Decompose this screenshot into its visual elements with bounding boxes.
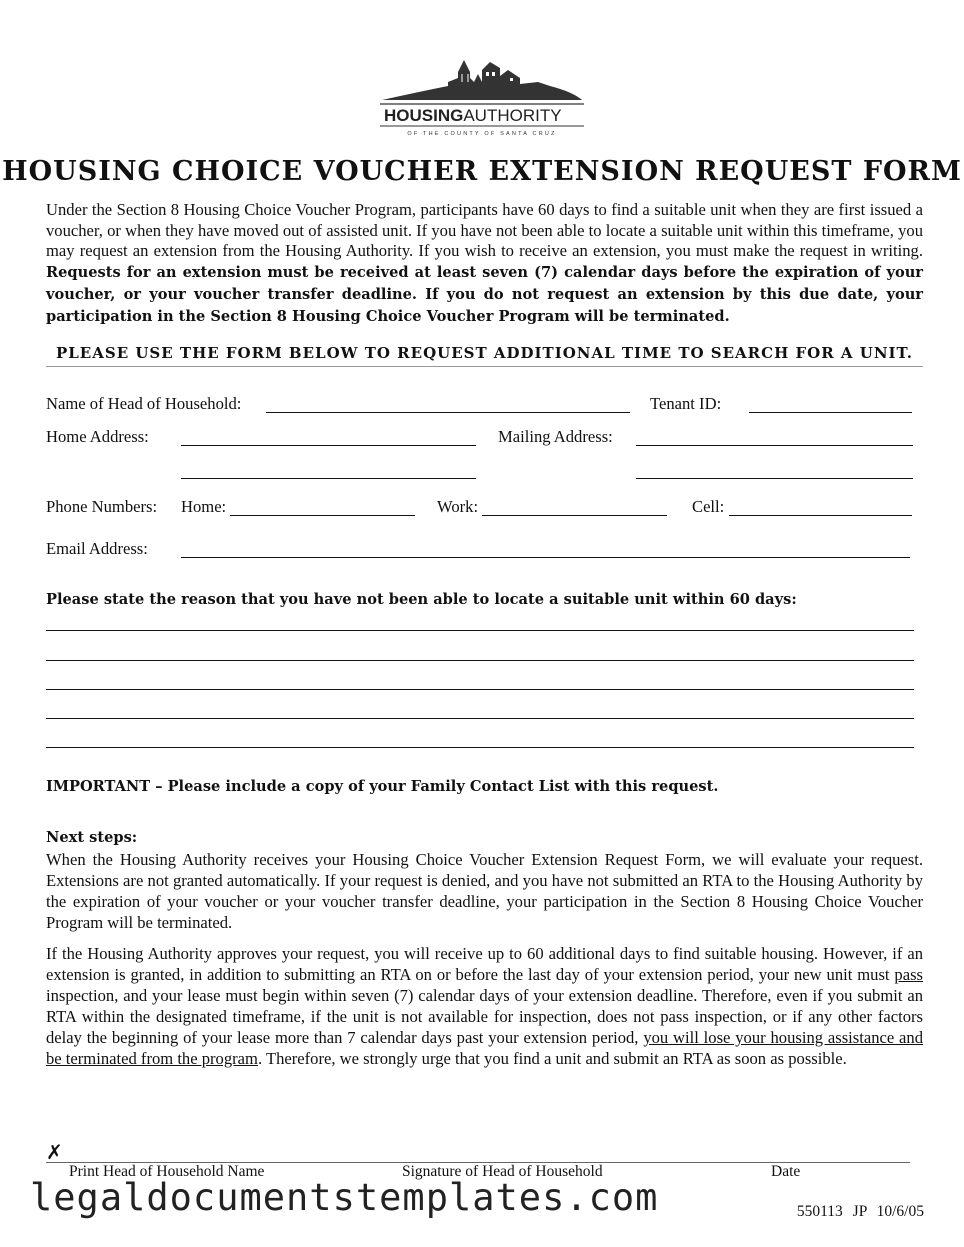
pass-emphasis: pass: [894, 965, 923, 984]
cell-phone-label: Cell:: [692, 497, 725, 516]
reason-line-2[interactable]: [46, 660, 914, 661]
phone-numbers-label: Phone Numbers:: [46, 497, 158, 516]
email-label: Email Address:: [46, 539, 148, 558]
logo-name: HOUSINGAUTHORITY: [384, 106, 562, 125]
reason-line-3[interactable]: [46, 689, 914, 690]
important-notice: IMPORTANT – Please include a copy of your Family Contact List with this request.: [46, 778, 719, 795]
mailing-address-label: Mailing Address:: [498, 427, 613, 446]
home-address-field-1[interactable]: [181, 445, 476, 446]
reason-line-5[interactable]: [46, 747, 914, 748]
home-phone-field[interactable]: [230, 515, 415, 516]
reason-line-4[interactable]: [46, 718, 914, 719]
cell-phone-field[interactable]: [729, 515, 912, 516]
tenant-id-field[interactable]: [749, 412, 912, 413]
work-phone-label: Work:: [437, 497, 479, 516]
intro-deadline-notice: Requests for an extension must be received at least seven (7) calendar days before the expiration of your voucher, or your voucher transfer deadline. If you do not request an extension by this due date, your participation in the Section 8 Housing Choice Voucher Program will be terminated.: [46, 264, 923, 325]
section-divider: [46, 366, 923, 367]
sign-here-mark: ✗: [46, 1140, 63, 1164]
form-title: HOUSING CHOICE VOUCHER EXTENSION REQUEST FORM: [2, 156, 962, 187]
mailing-address-field-1[interactable]: [636, 445, 913, 446]
next-steps-paragraph-1: When the Housing Authority receives your Housing Choice Voucher Extension Request Form, we will evaluate your request. Extensions are not granted automatically. If your request is denied, and you have not submitted an RTA to the Housing Authority by the expiration of your voucher or your voucher transfer deadline, your participation in the Section 8 Housing Choice Voucher Program will be terminated.: [46, 850, 923, 932]
reason-line-1[interactable]: [46, 630, 914, 631]
head-name-label: Name of Head of Household:: [46, 394, 242, 413]
work-phone-field[interactable]: [482, 515, 667, 516]
home-phone-label: Home:: [181, 497, 227, 516]
form-instruction: PLEASE USE THE FORM BELOW TO REQUEST ADDITIONAL TIME TO SEARCH FOR A UNIT.: [55, 344, 914, 362]
intro-text: Under the Section 8 Housing Choice Voucher Program, participants have 60 days to find a suitable unit when they are first issued a voucher, or when they have moved out of assisted unit. If you have not been able to locate a suitable unit within this timeframe, you may request an extension from the Housing Authority. If you wish to receive an extension, you must make the request in writing.: [46, 200, 923, 261]
svg-text:OF THE COUNTY OF SANTA CRUZ: OF THE COUNTY OF SANTA CRUZ: [407, 131, 557, 137]
intro-paragraph: [46, 200, 923, 327]
housing-authority-logo: [378, 52, 586, 138]
next-steps-heading: Next steps:: [46, 829, 138, 846]
print-name-label: Print Head of Household Name: [69, 1163, 265, 1180]
watermark-text: legaldocumentstemplates.com: [30, 1176, 659, 1219]
next-steps-paragraph-2: If the Housing Authority approves your request, you will receive up to 60 additional days to find suitable housing. However, if an extension is granted, in addition to submitting an RTA on or before the last day of your extension period, your new unit must pass inspection, and your lease must begin within seven (7) calendar days of your extension deadline. Therefore, even if you submit an RTA within the designated timeframe, if the unit is not available for inspection, does not pass inspection, or if any other factors delay the beginning of your lease more than 7 calendar days past your extension period, you will lose your housing assistance and be terminated from the program. Therefore, we strongly urge that you find a unit and submit an RTA as soon as possible.: [46, 944, 924, 1068]
signature-label: Signature of Head of Household: [402, 1163, 603, 1180]
mailing-address-field-2[interactable]: [636, 478, 913, 479]
email-field[interactable]: [181, 557, 910, 558]
tenant-id-label: Tenant ID:: [650, 394, 722, 413]
home-address-label: Home Address:: [46, 427, 149, 446]
date-label: Date: [771, 1163, 801, 1180]
head-name-field[interactable]: [266, 412, 630, 413]
termination-warning: you will lose your housing assistance and be terminated from the program: [46, 1028, 924, 1068]
home-address-field-2[interactable]: [181, 478, 476, 479]
reason-question: Please state the reason that you have not been able to locate a suitable unit within 60 days:: [46, 591, 797, 608]
form-code: 550113 JP 10/6/05: [796, 1203, 924, 1220]
